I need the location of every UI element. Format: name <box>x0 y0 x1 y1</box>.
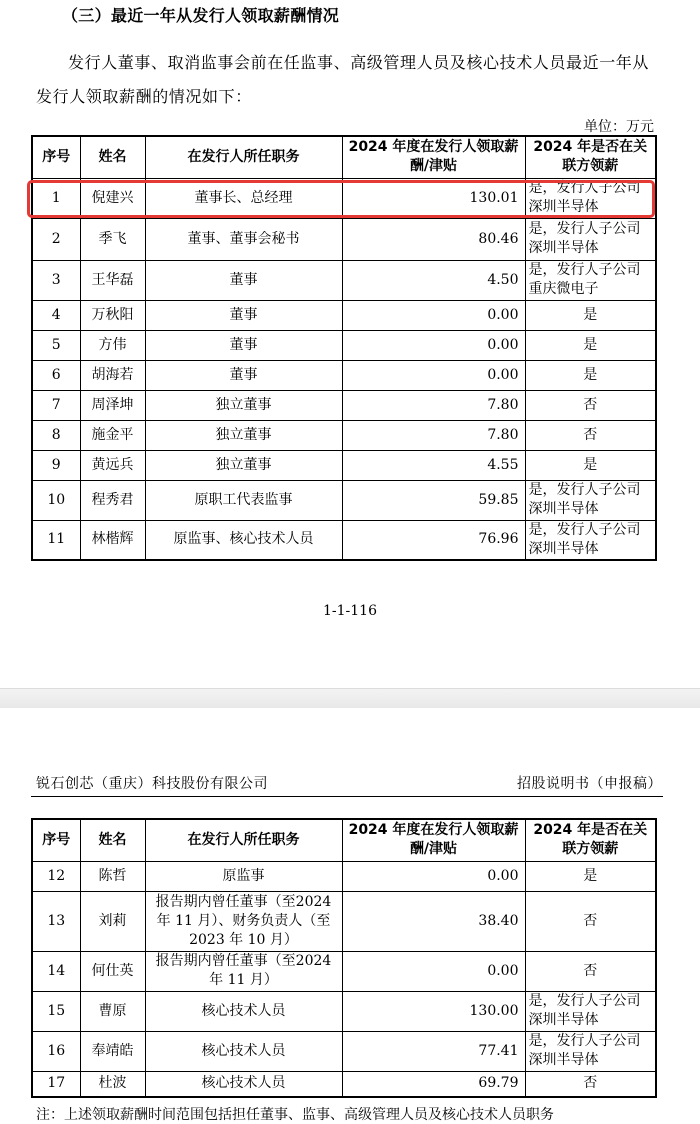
cell-position: 董事、董事会秘书 <box>145 218 342 260</box>
cell-no: 9 <box>32 450 80 480</box>
header-related: 2024 年是否在关联方领薪 <box>525 136 656 178</box>
cell-related: 是，发行人子公司深圳半导体 <box>525 480 656 520</box>
cell-no: 1 <box>32 178 80 218</box>
table-row <box>32 360 656 390</box>
table-row <box>32 991 656 1031</box>
header-divider <box>31 796 663 797</box>
table-row <box>32 891 656 951</box>
table-row <box>32 480 656 520</box>
table-row <box>32 330 656 360</box>
cell-salary: 0.00 <box>342 861 525 891</box>
cell-salary: 0.00 <box>342 360 525 390</box>
header-name: 姓名 <box>80 136 145 178</box>
cell-salary: 0.00 <box>342 951 525 991</box>
cell-no: 15 <box>32 991 80 1031</box>
cell-name: 林楷辉 <box>80 520 145 560</box>
cell-related: 否 <box>525 891 656 951</box>
table-header-row <box>32 136 656 178</box>
cell-name: 万秋阳 <box>80 300 145 330</box>
cell-position: 独立董事 <box>145 450 342 480</box>
cell-related: 否 <box>525 951 656 991</box>
company-name-header: 锐石创芯（重庆）科技股份有限公司 <box>36 776 268 792</box>
table-row <box>32 1071 656 1097</box>
cell-name: 刘莉 <box>80 891 145 951</box>
cell-position: 核心技术人员 <box>145 1071 342 1097</box>
cell-salary: 4.55 <box>342 450 525 480</box>
table-row <box>32 951 656 991</box>
cell-no: 6 <box>32 360 80 390</box>
section-title: （三）最近一年从发行人领取薪酬情况 <box>62 6 340 25</box>
intro-paragraph: 发行人董事、取消监事会前在任监事、高级管理人员及核心技术人员最近一年从发行人领取薪酬的情况如下： <box>36 53 650 106</box>
cell-related: 是 <box>525 450 656 480</box>
cell-salary: 0.00 <box>342 300 525 330</box>
cell-position: 董事 <box>145 300 342 330</box>
header-position: 在发行人所任职务 <box>145 819 342 861</box>
cell-name: 施金平 <box>80 420 145 450</box>
cell-no: 16 <box>32 1031 80 1071</box>
page-number: 1-1-116 <box>323 603 377 619</box>
cell-salary: 130.01 <box>342 178 525 218</box>
cell-no: 13 <box>32 891 80 951</box>
cell-name: 王华磊 <box>80 260 145 300</box>
cell-no: 3 <box>32 260 80 300</box>
cell-salary: 130.00 <box>342 991 525 1031</box>
cell-position: 董事 <box>145 330 342 360</box>
cell-position: 原职工代表监事 <box>145 480 342 520</box>
document-page-2 <box>0 708 700 1123</box>
cell-salary: 76.96 <box>342 520 525 560</box>
cell-name: 胡海若 <box>80 360 145 390</box>
table-row <box>32 420 656 450</box>
cell-related: 是，发行人子公司重庆微电子 <box>525 260 656 300</box>
cell-name: 曹原 <box>80 991 145 1031</box>
cell-salary: 80.46 <box>342 218 525 260</box>
cell-position: 独立董事 <box>145 420 342 450</box>
cell-salary: 77.41 <box>342 1031 525 1071</box>
cell-no: 7 <box>32 390 80 420</box>
header-related: 2024 年是否在关联方领薪 <box>525 819 656 861</box>
salary-table-2 <box>31 818 657 1098</box>
cell-related: 否 <box>525 1071 656 1097</box>
cell-salary: 69.79 <box>342 1071 525 1097</box>
cell-salary: 4.50 <box>342 260 525 300</box>
cell-position: 原监事、核心技术人员 <box>145 520 342 560</box>
cell-salary: 7.80 <box>342 390 525 420</box>
cell-related: 是，发行人子公司深圳半导体 <box>525 991 656 1031</box>
cell-position: 报告期内曾任董事（至2024 年 11 月）、财务负责人（至 2023 年 10 月） <box>145 891 342 951</box>
table-row <box>32 520 656 560</box>
cell-position: 独立董事 <box>145 390 342 420</box>
cell-related: 是 <box>525 360 656 390</box>
table-header-row <box>32 819 656 861</box>
highlight-box <box>27 180 655 218</box>
cell-no: 8 <box>32 420 80 450</box>
cell-related: 是，发行人子公司深圳半导体 <box>525 1031 656 1071</box>
table-row <box>32 861 656 891</box>
table-row <box>32 218 656 260</box>
cell-related: 否 <box>525 390 656 420</box>
cell-salary: 59.85 <box>342 480 525 520</box>
cell-related: 是 <box>525 861 656 891</box>
header-no: 序号 <box>32 819 80 861</box>
cell-no: 2 <box>32 218 80 260</box>
cell-no: 11 <box>32 520 80 560</box>
cell-related: 是 <box>525 300 656 330</box>
table-row <box>32 300 656 330</box>
cell-related: 是 <box>525 330 656 360</box>
cell-no: 12 <box>32 861 80 891</box>
document-type-header: 招股说明书（申报稿） <box>517 776 662 792</box>
header-name: 姓名 <box>80 819 145 861</box>
table-row <box>32 1031 656 1071</box>
page-gap <box>0 688 700 710</box>
cell-position: 核心技术人员 <box>145 991 342 1031</box>
cell-related: 是，发行人子公司深圳半导体 <box>525 178 656 218</box>
cell-name: 季飞 <box>80 218 145 260</box>
cell-name: 杜波 <box>80 1071 145 1097</box>
cell-salary: 7.80 <box>342 420 525 450</box>
table-row <box>32 390 656 420</box>
cell-position: 报告期内曾任董事（至2024 年 11 月） <box>145 951 342 991</box>
cell-no: 10 <box>32 480 80 520</box>
cell-name: 方伟 <box>80 330 145 360</box>
unit-label: 单位：万元 <box>584 119 654 135</box>
header-salary: 2024 年度在发行人领取薪酬/津贴 <box>342 136 525 178</box>
cell-salary: 0.00 <box>342 330 525 360</box>
cell-position: 原监事 <box>145 861 342 891</box>
cell-position: 董事 <box>145 260 342 300</box>
header-salary: 2024 年度在发行人领取薪酬/津贴 <box>342 819 525 861</box>
cell-name: 奉靖皓 <box>80 1031 145 1071</box>
cell-position: 核心技术人员 <box>145 1031 342 1071</box>
cell-salary: 38.40 <box>342 891 525 951</box>
table-row <box>32 260 656 300</box>
cell-name: 何仕英 <box>80 951 145 991</box>
cell-no: 4 <box>32 300 80 330</box>
cell-position: 董事 <box>145 360 342 390</box>
cell-name: 陈哲 <box>80 861 145 891</box>
cell-name: 程秀君 <box>80 480 145 520</box>
cell-name: 周泽坤 <box>80 390 145 420</box>
cell-related: 否 <box>525 420 656 450</box>
header-position: 在发行人所任职务 <box>145 136 342 178</box>
cell-no: 14 <box>32 951 80 991</box>
header-no: 序号 <box>32 136 80 178</box>
footnote: 注：上述领取薪酬时间范围包括担任董事、监事、高级管理人员及核心技术人员职务 <box>36 1107 554 1123</box>
cell-position: 董事长、总经理 <box>145 178 342 218</box>
cell-related: 是，发行人子公司深圳半导体 <box>525 218 656 260</box>
cell-no: 17 <box>32 1071 80 1097</box>
cell-name: 黄远兵 <box>80 450 145 480</box>
cell-no: 5 <box>32 330 80 360</box>
cell-related: 是，发行人子公司深圳半导体 <box>525 520 656 560</box>
table-row <box>32 450 656 480</box>
cell-name: 倪建兴 <box>80 178 145 218</box>
